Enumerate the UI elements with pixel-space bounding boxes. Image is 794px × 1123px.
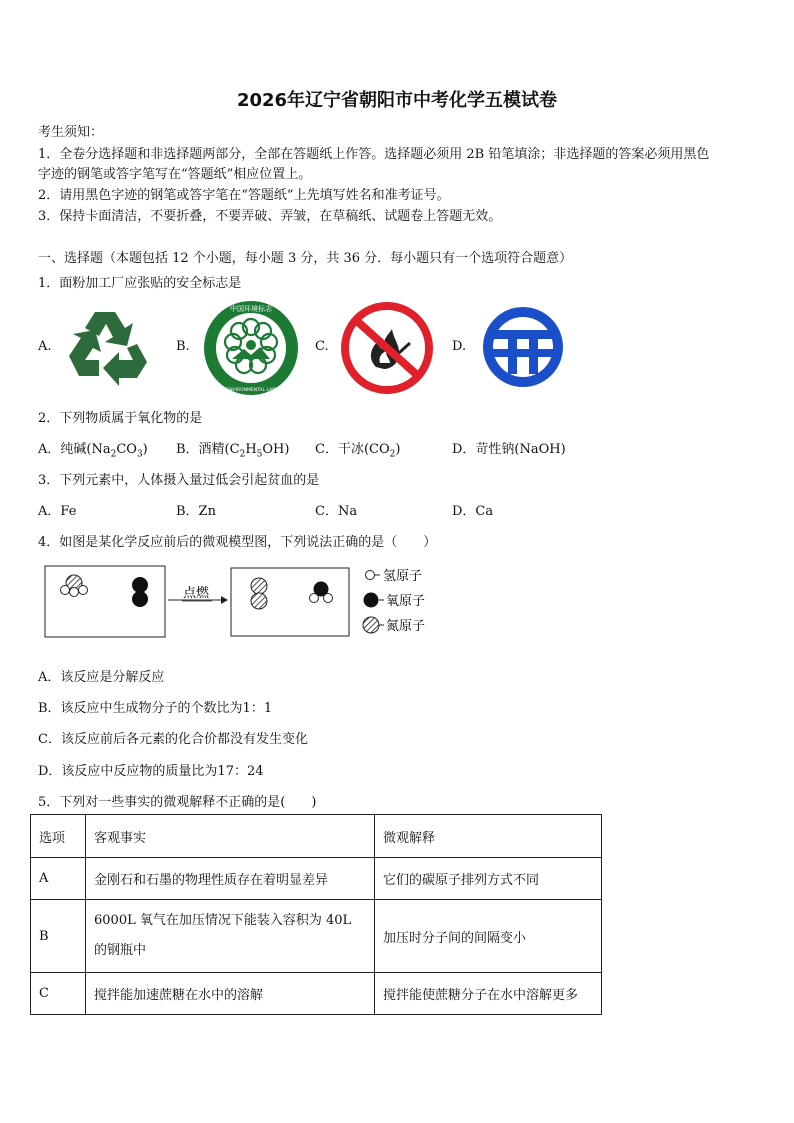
notice-line-2: 2．请用黑色字迹的钢笔或答字笔在“答题纸”上先填写姓名和准考证号。 — [38, 188, 450, 203]
logo-b-ring-text: CHINA ENVIRONMENTAL LABELLING — [210, 388, 292, 393]
question-4-stem: 4．如图是某化学反应前后的微观模型图，下列说法正确的是（ ） — [38, 535, 437, 550]
china-environmental-label-icon — [200, 299, 302, 397]
table-cell: 搅拌能加速蔗糖在水中的溶解 — [86, 973, 375, 1015]
q3-option-c: C．Na — [315, 504, 358, 519]
q3-option-d: D．Ca — [452, 504, 494, 519]
notice-line-3: 3．保持卡面清洁，不要折叠，不要弄破、弄皱，在草稿纸、试题卷上答题无效。 — [38, 209, 502, 224]
table-cell: C — [31, 973, 86, 1015]
legend-oxygen: 氧原子 — [386, 594, 426, 609]
table-header: 微观解释 — [375, 815, 602, 858]
legend-nitrogen: 氮原子 — [386, 619, 426, 634]
page-title: 2026年辽宁省朝阳市中考化学五模试卷 — [236, 90, 558, 111]
q2-option-c: C．干冰$(CO_2)$ — [315, 442, 401, 460]
q5-table — [30, 814, 602, 1015]
oxygen-legend-marker — [364, 593, 379, 608]
table-cell: 金刚石和石墨的物理性质存在着明显差异 — [86, 858, 375, 900]
table-row — [31, 973, 602, 1015]
hydrogen-legend-marker — [366, 571, 375, 580]
q1-option-d-label: D. — [452, 339, 467, 354]
table-cell: 加压时分子间的间隔变小 — [375, 900, 602, 973]
question-3-stem: 3．下列元素中，人体摄入量过低会引起贫血的是 — [38, 473, 320, 488]
pipeline-symbol-icon — [478, 302, 568, 392]
q4-option-c: C．该反应前后各元素的化合价都没有发生变化 — [38, 732, 308, 747]
question-2-stem: 2．下列物质属于氧化物的是 — [38, 411, 203, 426]
q2-option-a: A．纯碱$(Na_2CO_3)$ — [38, 442, 148, 460]
no-open-flame-icon — [340, 301, 434, 395]
q3-option-b: B．Zn — [176, 504, 216, 519]
table-cell: 6000L 氧气在加压情况下能装入容积为 40L 的钢瓶中 — [86, 900, 375, 973]
q4-option-a: A．该反应是分解反应 — [38, 670, 165, 685]
table-header-row — [31, 815, 602, 858]
reaction-model-diagram — [44, 563, 444, 643]
notice-heading: 考生须知： — [38, 125, 104, 140]
table-row — [31, 900, 602, 973]
q3-option-a: A．Fe — [38, 504, 77, 519]
question-1-stem: 1．面粉加工厂应张贴的安全标志是 — [38, 276, 242, 291]
table-cell: 它们的碳原子排列方式不同 — [375, 858, 602, 900]
table-cell: A — [31, 858, 86, 900]
q2-option-b: B．酒精$(C_2H_5OH)$ — [176, 442, 290, 460]
q4-option-d: D．该反应中反应物的质量比为17：24 — [38, 764, 264, 779]
table-row — [31, 858, 602, 900]
table-header: 选项 — [31, 815, 86, 858]
table-cell: 搅拌能使蔗糖分子在水中溶解更多 — [375, 973, 602, 1015]
table-header: 客观事实 — [86, 815, 375, 858]
legend-hydrogen: 氢原子 — [383, 569, 423, 584]
question-5-stem: 5．下列对一些事实的微观解释不正确的是( ) — [38, 795, 317, 810]
section-heading: 一、选择题（本题包括 12 个小题，每小题 3 分，共 36 分．每小题只有一个选项符合题意） — [38, 251, 573, 266]
q1-option-c-label: C. — [315, 339, 329, 354]
arrow-label: 点燃 — [182, 586, 210, 601]
recycle-icon — [63, 302, 155, 390]
logo-b-text: 中国环境标志 — [230, 305, 272, 313]
notice-line-1-cont: 字迹的钢笔或答字笔写在“答题纸”相应位置上。 — [38, 167, 312, 182]
table-cell: B — [31, 900, 86, 973]
q1-option-a-label: A. — [38, 339, 52, 354]
q4-option-b: B．该反应中生成物分子的个数比为1：1 — [38, 701, 273, 716]
q2-option-d: D．苛性钠(NaOH) — [452, 442, 566, 457]
nitrogen-legend-marker — [363, 617, 379, 633]
notice-line-1: 1．全卷分选择题和非选择题两部分，全部在答题纸上作答。选择题必须用 2B 铅笔填涂；非选择题的答案必须用黑色 — [38, 147, 710, 162]
q1-option-b-label: B. — [176, 339, 190, 354]
